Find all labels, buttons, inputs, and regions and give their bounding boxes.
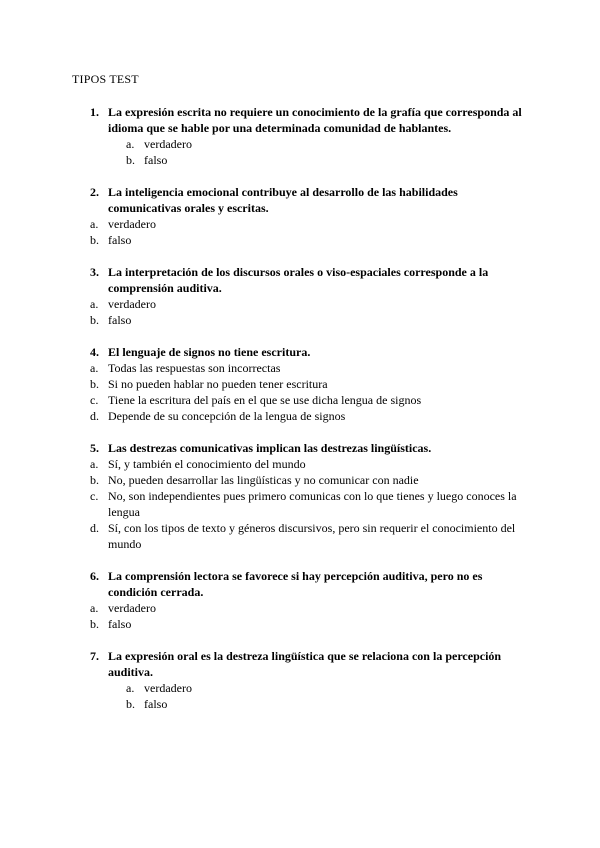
option-letter: a. (90, 601, 99, 615)
option-text: verdadero (108, 601, 156, 615)
option-list (0, 600, 600, 632)
question-1 (0, 104, 600, 168)
option-a[interactable] (0, 680, 600, 696)
question-text: La inteligencia emocional contribuye al desarrollo de las habilidades comunicativas orales y escritas. (108, 185, 458, 215)
question-text: El lenguaje de signos no tiene escritura. (108, 345, 311, 359)
question-text: La expresión oral es la destreza lingüística que se relaciona con la percepción auditiva. (108, 649, 502, 679)
option-text: Sí, con los tipos de texto y géneros discursivos, pero sin requerir el conocimiento del mundo (108, 521, 516, 551)
question-number: 2. (90, 185, 99, 199)
question-header (0, 344, 600, 360)
option-text: No, pueden desarrollar las lingüísticas y no comunicar con nadie (108, 473, 419, 487)
question-number: 3. (90, 265, 99, 279)
option-text: falso (108, 233, 132, 247)
question-header (0, 568, 600, 600)
question-text: La comprensión lectora se favorece si hay percepción auditiva, pero no es condición cerrada. (108, 569, 483, 599)
option-a[interactable] (0, 360, 600, 376)
option-list (0, 680, 600, 712)
option-b[interactable] (0, 616, 600, 632)
option-letter: d. (90, 521, 99, 535)
option-a[interactable] (0, 600, 600, 616)
option-b[interactable] (0, 312, 600, 328)
option-list (0, 296, 600, 328)
question-header (0, 648, 600, 680)
question-text: La interpretación de los discursos orales o viso-espaciales corresponde a la comprensión auditiva. (108, 265, 489, 295)
question-2 (0, 184, 600, 248)
question-header (0, 440, 600, 456)
option-text: falso (108, 617, 132, 631)
option-b[interactable] (0, 696, 600, 712)
option-letter: b. (126, 697, 135, 711)
option-a[interactable] (0, 296, 600, 312)
option-letter: b. (90, 313, 99, 327)
option-text: Sí, y también el conocimiento del mundo (108, 457, 306, 471)
option-a[interactable] (0, 136, 600, 152)
question-header (0, 104, 600, 136)
option-letter: a. (90, 361, 99, 375)
option-b[interactable] (0, 232, 600, 248)
question-text: Las destrezas comunicativas implican las destrezas lingüísticas. (108, 441, 432, 455)
option-letter: a. (90, 217, 99, 231)
option-letter: c. (90, 393, 99, 407)
question-4 (0, 344, 600, 424)
option-text: No, son independientes pues primero comunicas con lo que tienes y luego conoces la lengua (108, 489, 517, 519)
page-title: TIPOS TEST (72, 72, 139, 86)
question-number: 4. (90, 345, 99, 359)
question-header (0, 184, 600, 216)
option-text: Si no pueden hablar no pueden tener escritura (108, 377, 328, 391)
option-letter: a. (126, 137, 135, 151)
option-letter: b. (90, 473, 99, 487)
option-list (0, 360, 600, 424)
option-text: falso (144, 697, 168, 711)
option-letter: b. (90, 377, 99, 391)
option-text: falso (144, 153, 168, 167)
option-text: Tiene la escritura del país en el que se use dicha lengua de signos (108, 393, 422, 407)
option-text: falso (108, 313, 132, 327)
option-text: verdadero (144, 137, 192, 151)
option-letter: b. (90, 617, 99, 631)
option-text: verdadero (108, 297, 156, 311)
option-d[interactable] (0, 408, 600, 424)
option-list (0, 456, 600, 552)
option-text: verdadero (108, 217, 156, 231)
question-number: 1. (90, 105, 99, 119)
option-b[interactable] (0, 472, 600, 488)
option-a[interactable] (0, 216, 600, 232)
option-letter: d. (90, 409, 99, 423)
question-number: 5. (90, 441, 99, 455)
option-c[interactable] (0, 392, 600, 408)
option-letter: a. (90, 457, 99, 471)
question-number: 6. (90, 569, 99, 583)
question-number: 7. (90, 649, 99, 663)
option-letter: c. (90, 489, 99, 503)
option-a[interactable] (0, 456, 600, 472)
option-text: verdadero (144, 681, 192, 695)
option-b[interactable] (0, 376, 600, 392)
option-letter: b. (126, 153, 135, 167)
question-3 (0, 264, 600, 328)
option-list (0, 136, 600, 168)
question-text: La expresión escrita no requiere un conocimiento de la grafía que corresponda al idioma que se hable por una determinada comunidad de hablantes. (108, 105, 522, 135)
option-b[interactable] (0, 152, 600, 168)
question-7 (0, 648, 600, 712)
option-text: Depende de su concepción de la lengua de signos (108, 409, 346, 423)
option-letter: b. (90, 233, 99, 247)
question-6 (0, 568, 600, 632)
option-text: Todas las respuestas son incorrectas (108, 361, 281, 375)
option-letter: a. (90, 297, 99, 311)
option-d[interactable] (0, 520, 600, 552)
question-5 (0, 440, 600, 552)
question-list (0, 104, 600, 728)
option-letter: a. (126, 681, 135, 695)
option-c[interactable] (0, 488, 600, 520)
question-header (0, 264, 600, 296)
option-list (0, 216, 600, 248)
